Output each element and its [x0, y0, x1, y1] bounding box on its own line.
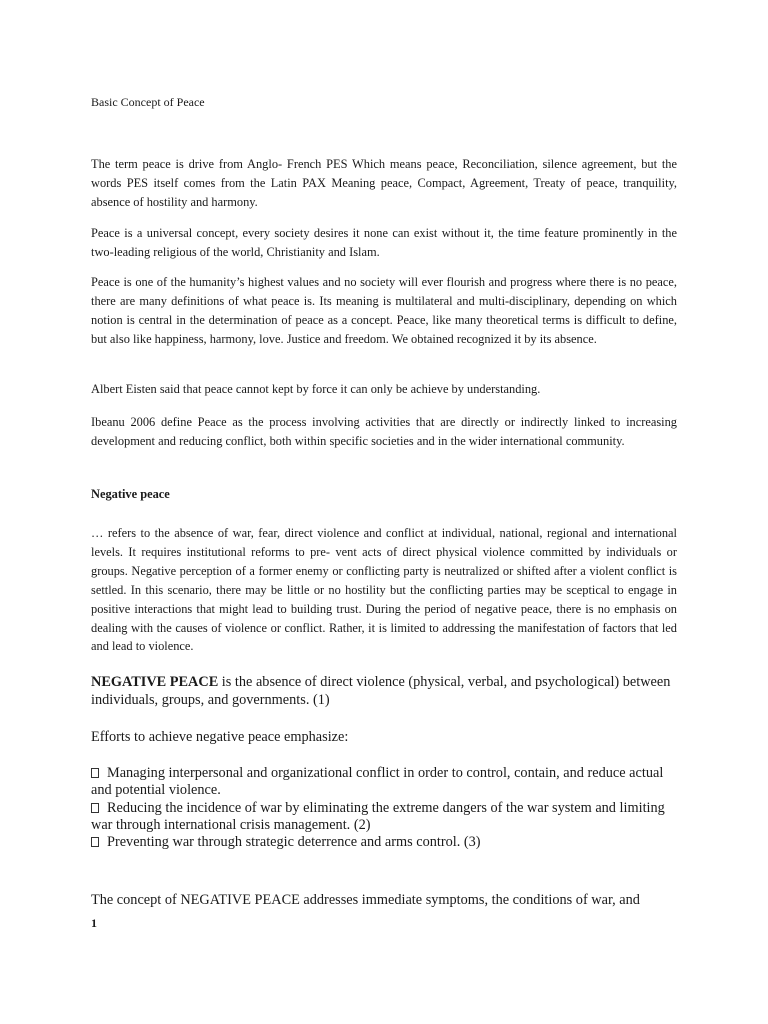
negative-peace-term: NEGATIVE PEACE — [91, 674, 219, 690]
paragraph-quote: Albert Eisten said that peace cannot kept by force it can only be achieve by understanding. — [91, 382, 541, 396]
bullet-box-icon — [91, 768, 99, 778]
list-item — [91, 765, 677, 800]
paragraph-negative-peace: … refers to the absence of war, fear, direct violence and conflict at individual, national, regional and international levels. It requires institutional reforms to pre- vent acts of direct physical violence committed by individuals or groups. Negative perception of a former enemy or conflicting party is neutralized or shifted after a violent conflict is settled. In this scenario, there may be little or no hostility but the conflicting parties may be sceptical to engage in positive interactions that might lead to building trust. During the period of negative peace, there is no emphasis on dealing with the causes of violence or conflict. Rather, it is limited to addressing the manifestation of factors that led and lead to violence. — [91, 526, 677, 654]
list-item — [91, 800, 677, 835]
negative-peace-heading: Negative peace — [91, 487, 170, 501]
page-number: 1 — [91, 916, 97, 930]
list-item-text: Managing interpersonal and organizational conflict in order to control, contain, and reduce actual and potential violence. — [91, 765, 664, 799]
concept-line: The concept of NEGATIVE PEACE addresses immediate symptoms, the conditions of war, and — [91, 892, 640, 908]
bullet-box-icon — [91, 803, 99, 813]
list-item — [91, 834, 677, 851]
paragraph-values: Peace is one of the humanity’s highest values and no society will ever flourish and progress where there is no peace, there are many definitions of what peace is. Its meaning is multilateral and multi-disciplinary, depending on which notion is central in the determination of peace as a concept. Peace, like many theoretical terms is difficult to define, but also like happiness, harmony, love. Justice and freedom. We obtained recognized it by its absence. — [91, 275, 677, 346]
negative-peace-definition — [91, 674, 677, 709]
efforts-list — [91, 765, 677, 851]
document-title: Basic Concept of Peace — [91, 95, 205, 109]
paragraph-universal: Peace is a universal concept, every society desires it none can exist without it, the time feature prominently in the two-leading religious of the world, Christianity and Islam. — [91, 226, 677, 259]
paragraph-origin: The term peace is drive from Anglo- French PES Which means peace, Reconciliation, silence agreement, but the words PES itself comes from the Latin PAX Meaning peace, Compact, Agreement, Treaty of peace, tranquility, absence of hostility and harmony. — [91, 157, 677, 209]
list-item-text: Reducing the incidence of war by eliminating the extreme dangers of the war system and limiting war through international crisis management. (2) — [91, 799, 665, 833]
paragraph-ibeanu: Ibeanu 2006 define Peace as the process involving activities that are directly or indirectly linked to increasing development and reducing conflict, both within specific societies and in the wider international community. — [91, 415, 677, 448]
bullet-box-icon — [91, 837, 99, 847]
list-item-text: Preventing war through strategic deterrence and arms control. (3) — [107, 834, 481, 851]
negative-peace-definition-text: is the absence of direct violence (physical, verbal, and psychological) between individuals, groups, and governments. (1) — [91, 674, 671, 708]
efforts-intro: Efforts to achieve negative peace emphasize: — [91, 729, 349, 745]
